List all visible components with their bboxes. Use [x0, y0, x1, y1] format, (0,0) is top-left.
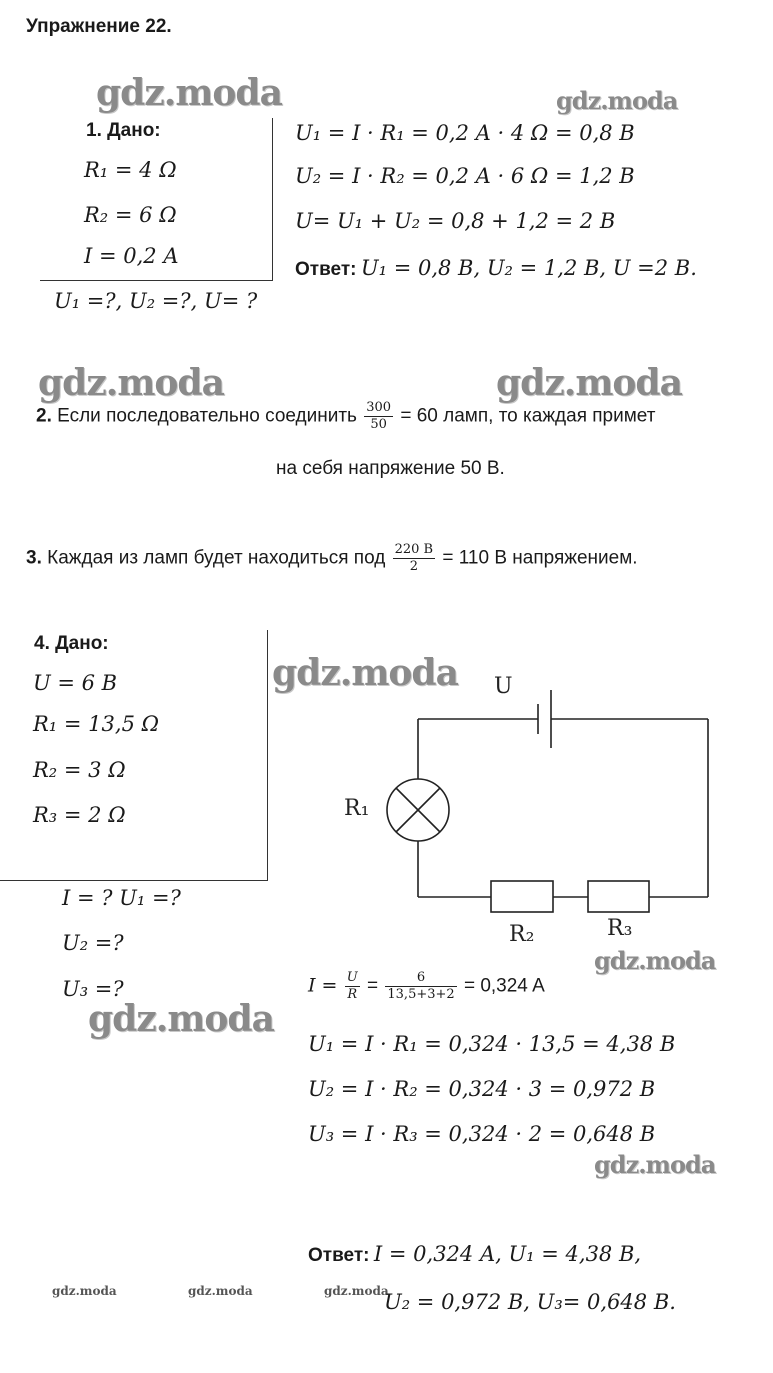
p1-given-label: 1. Дано: [86, 120, 161, 141]
p1-calc-u2: U₂ = I · R₂ = 0,2 A · 6 Ω = 1,2 B [295, 164, 635, 188]
p4-given-r2: R₂ = 3 Ω [33, 758, 126, 782]
page-title: Упражнение 22. [26, 16, 172, 37]
watermark: gdz.moda [96, 72, 282, 114]
p2-text-a: Если последовательно соединить [57, 405, 357, 427]
p2-fraction-denominator: 50 [370, 417, 387, 432]
resistor-r2-icon [491, 881, 553, 912]
p3-text-b: = 110 B напряжением. [442, 547, 638, 569]
watermark: gdz.moda [88, 998, 274, 1040]
p4-calc-i-fraction-1-num: U [346, 970, 358, 985]
p1-answer-text: U₁ = 0,8 B, U₂ = 1,2 B, U =2 B. [360, 256, 697, 280]
watermark: gdz.moda [52, 1284, 117, 1298]
p2-text-b: = 60 ламп, то каждая примет [400, 405, 656, 427]
p4-answer-text-1: I = 0,324 A, U₁ = 4,38 B, [373, 1242, 642, 1266]
p4-given-r1: R₁ = 13,5 Ω [33, 712, 160, 736]
p4-given-r3: R₃ = 2 Ω [33, 803, 126, 827]
p4-given-u: U = 6 B [33, 671, 118, 695]
watermark: gdz.moda [324, 1284, 389, 1298]
circuit-label-r3: R₃ [607, 916, 633, 941]
p4-calc-i-eq: = [367, 975, 379, 997]
watermark: gdz.moda [594, 946, 716, 975]
p1-calc-u: U= U₁ + U₂ = 0,8 + 1,2 = 2 B [295, 209, 616, 233]
resistor-r3-icon [588, 881, 649, 912]
p4-answer-line2: U₂ = 0,972 B, U₃= 0,648 B. [384, 1290, 676, 1314]
p4-calc-i [308, 970, 545, 1003]
watermark: gdz.moda [556, 86, 678, 115]
p4-calc-u3: U₃ = I · R₃ = 0,324 · 2 = 0,648 B [308, 1122, 656, 1146]
p4-given-label: 4. Дано: [34, 633, 109, 654]
p4-calc-i-fraction-2-den: 13,5+3+2 [387, 987, 455, 1002]
p4-calc-i-fraction-2-num: 6 [385, 970, 456, 987]
watermark: gdz.moda [272, 652, 458, 694]
p2-line2: на себя напряжение 50 B. [276, 458, 505, 479]
p2-fraction-numerator: 300 [366, 400, 392, 415]
watermark: gdz.moda [188, 1284, 253, 1298]
p1-given-i: I = 0,2 A [84, 244, 179, 268]
p1-find: U₁ =?, U₂ =?, U= ? [54, 289, 258, 313]
p3-text-a: Каждая из ламп будет находиться под [47, 547, 386, 569]
watermark: gdz.moda [496, 362, 682, 404]
p3-fraction-denominator: 2 [409, 559, 418, 574]
p4-calc-i-fraction-2 [385, 970, 456, 1003]
p4-calc-i-lhs: I = [308, 974, 338, 997]
p3-fraction-numerator: 220 B [394, 542, 434, 557]
circuit-label-r1: R₁ [344, 796, 370, 821]
p4-find-2: U₂ =? [62, 931, 124, 955]
p4-calc-u2: U₂ = I · R₂ = 0,324 · 3 = 0,972 B [308, 1077, 656, 1101]
p1-given-r2: R₂ = 6 Ω [84, 203, 177, 227]
circuit-label-r2: R₂ [509, 922, 535, 947]
p3-number: 3. [26, 547, 42, 569]
p1-calc-u1: U₁ = I · R₁ = 0,2 A · 4 Ω = 0,8 B [295, 121, 635, 145]
watermark: gdz.moda [38, 362, 224, 404]
p4-find-1: I = ? U₁ =? [62, 886, 181, 910]
p1-answer-label: Ответ: [295, 259, 357, 280]
watermark: gdz.moda [594, 1150, 716, 1179]
p4-calc-i-rhs: = 0,324 A [463, 975, 545, 997]
p4-calc-i-fraction-1-den: R [347, 987, 358, 1002]
p4-answer-label: Ответ: [308, 1245, 370, 1266]
p4-find-3: U₃ =? [62, 977, 124, 1001]
p1-given-r1: R₁ = 4 Ω [84, 158, 177, 182]
circuit-label-u: U [494, 674, 513, 699]
p4-calc-u1: U₁ = I · R₁ = 0,324 · 13,5 = 4,38 B [308, 1032, 676, 1056]
p2-number: 2. [36, 405, 52, 427]
p4-calc-i-fraction-1 [345, 970, 360, 1003]
p4-answer-line1 [308, 1242, 641, 1267]
